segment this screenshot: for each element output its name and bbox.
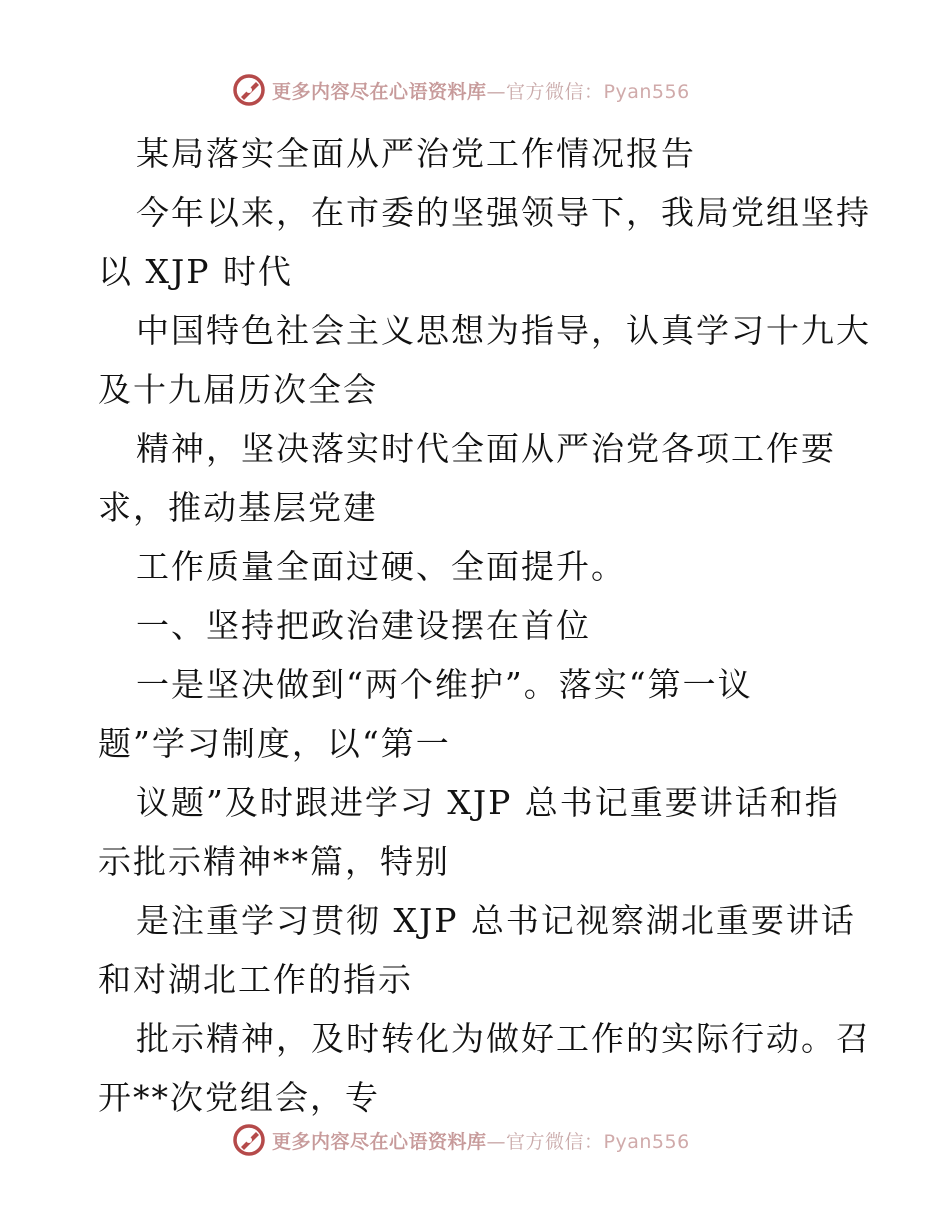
header-dash: — (486, 80, 507, 103)
text-line: 是注重学习贯彻 XJP 总书记视察湖北重要讲话 (136, 901, 856, 940)
footer-suffix-text: 官方微信： (506, 1130, 604, 1153)
text-line: 及十九届历次全会 (98, 370, 378, 409)
text-line: 中国特色社会主义思想为指导，认真学习十九大 (136, 311, 871, 350)
header-banner (232, 70, 732, 110)
text-line: 示批示精神**篇，特别 (98, 842, 450, 881)
header-site-text: 更多内容尽在心语资料库 (272, 80, 487, 103)
text-line: 批示精神，及时转化为做好工作的实际行动。召 (136, 1019, 871, 1058)
footer-wechat-id: Pyan556 (603, 1130, 690, 1153)
footer-site-text: 更多内容尽在心语资料库 (272, 1130, 487, 1153)
text-line: 工作质量全面过硬、全面提升。 (136, 547, 626, 586)
text-line: 今年以来，在市委的坚强领导下，我局党组坚持 (136, 193, 871, 232)
text-line: 开**次党组会，专 (98, 1078, 380, 1117)
document-title: 某局落实全面从严治党工作情况报告 (136, 134, 696, 173)
text-line: 精神，坚决落实时代全面从严治党各项工作要 (136, 429, 836, 468)
footer-banner (232, 1120, 732, 1160)
text-line: 议题”及时跟进学习 XJP 总书记重要讲话和指 (136, 783, 840, 822)
red-seal-logo-icon (232, 1123, 266, 1157)
text-line: 一是坚决做到“两个维护”。落实“第一议 (136, 665, 753, 704)
red-seal-logo-icon (232, 73, 266, 107)
text-line: 题”学习制度，以“第一 (98, 724, 451, 763)
section-heading: 一、坚持把政治建设摆在首位 (136, 606, 591, 645)
header-suffix-text: 官方微信： (506, 80, 604, 103)
text-line: 以 XJP 时代 (98, 252, 293, 291)
text-line: 求，推动基层党建 (98, 488, 378, 527)
text-line: 和对湖北工作的指示 (98, 960, 413, 999)
header-wechat-id: Pyan556 (603, 80, 690, 103)
document-body (98, 124, 878, 1127)
footer-dash: — (486, 1130, 507, 1153)
